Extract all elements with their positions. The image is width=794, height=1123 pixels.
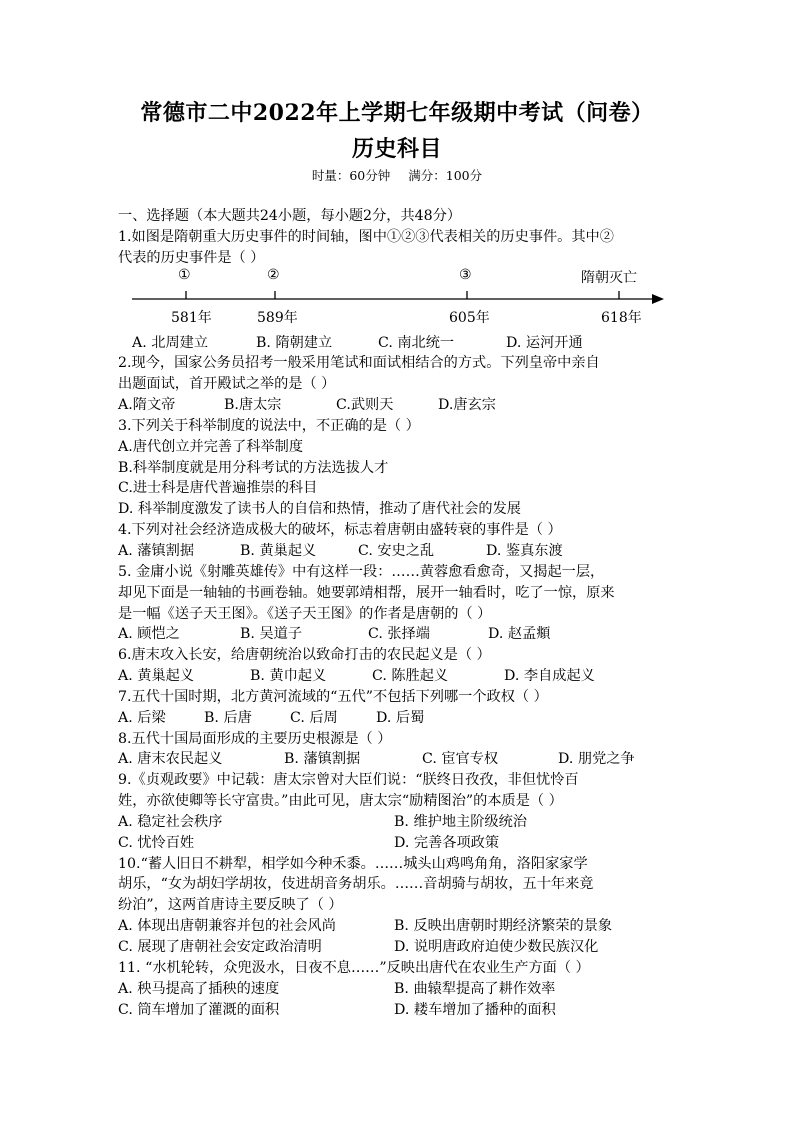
option-a[interactable]: A. 秧马提高了插秧的速度 bbox=[118, 980, 280, 997]
q11-stem: 11. “水机轮转，众兜汲水，日夜不息……”反映出唐代在农业生产方面（ ） bbox=[118, 959, 590, 976]
q1-stem-line: 代表的历史事件是（ ） bbox=[118, 249, 265, 266]
option-c[interactable]: C. 忧怜百姓 bbox=[118, 834, 195, 851]
option-d[interactable]: D. 说明唐政府迫使少数民族汉化 bbox=[394, 939, 599, 955]
option-a[interactable]: A.唐代创立并完善了科举制度 bbox=[118, 438, 304, 455]
option-b[interactable]: B. 维护地主阶级统治 bbox=[394, 813, 527, 830]
exam-meta bbox=[0, 166, 794, 184]
timeline-arrow-icon bbox=[652, 294, 664, 304]
q9-options bbox=[118, 812, 678, 854]
option-d[interactable]: D. 李自成起义 bbox=[504, 668, 595, 685]
timeline-marker-1: ① bbox=[178, 266, 191, 283]
time-limit: 时量：60分钟 bbox=[311, 168, 391, 183]
exam-subject: 历史科目 bbox=[351, 136, 442, 162]
timeline-year: 618年 bbox=[601, 309, 642, 326]
q7-options bbox=[118, 708, 678, 729]
option-a[interactable]: A. 后梁 bbox=[118, 709, 166, 726]
q4-stem: 4.下列对社会经济造成极大的破坏，标志着唐朝由盛转衰的事件是（ ） bbox=[118, 522, 562, 539]
section-heading: 一、选择题（本大题共24小题，每小题2分，共48分） bbox=[118, 208, 462, 224]
option-d[interactable]: D. 朋党之争 bbox=[558, 751, 635, 768]
option-d[interactable]: D. 赵孟頫 bbox=[488, 626, 551, 643]
option-c[interactable]: C. 宦官专权 bbox=[422, 751, 499, 768]
timeline-year: 605年 bbox=[449, 309, 490, 326]
option-a[interactable]: A. 黄巢起义 bbox=[118, 668, 195, 685]
option-b[interactable]: B. 反映出唐朝时期经济繁荣的景象 bbox=[394, 918, 613, 935]
option-c[interactable]: C.进士科是唐代普遍推崇的科目 bbox=[118, 480, 318, 497]
timeline-year: 581年 bbox=[171, 309, 212, 326]
option-d[interactable]: D. 耧车增加了播种的面积 bbox=[394, 1001, 556, 1018]
option-c[interactable]: C. 张择端 bbox=[368, 626, 430, 643]
full-score: 满分：100分 bbox=[408, 168, 483, 183]
option-d[interactable]: D. 运河开通 bbox=[506, 334, 583, 351]
option-a[interactable]: A. 体现出唐朝兼容并包的社会风尚 bbox=[118, 918, 336, 935]
option-d[interactable]: D. 后蜀 bbox=[376, 709, 425, 726]
timeline-marker-2: ② bbox=[267, 266, 280, 283]
option-c[interactable]: C. 展现了唐朝社会安定政治清明 bbox=[118, 939, 322, 955]
option-c[interactable]: C. 后周 bbox=[290, 709, 338, 726]
q1-stem-line: 1.如图是隋朝重大历史事件的时间轴，图中①②③代表相关的历史事件。其中② bbox=[118, 228, 614, 245]
question-list bbox=[118, 206, 678, 1020]
q10-stem-line: 纷泊”，这两首唐诗主要反映了（ ） bbox=[118, 897, 343, 914]
q6-options bbox=[118, 666, 678, 687]
option-c[interactable]: C. 安史之乱 bbox=[358, 542, 435, 559]
q5-stem-line: 却见下面是一轴轴的书画卷轴。她要郭靖相帮，展开一轴看时，吃了一惊，原来 bbox=[118, 584, 615, 601]
timeline-marker-3: ③ bbox=[459, 266, 472, 283]
q2-options bbox=[118, 395, 678, 416]
q10-stem-line: 胡乐，“女为胡妇学胡妆，伎进胡音务胡乐。……音胡骑与胡妆，五十年来竟 bbox=[118, 876, 594, 893]
option-a[interactable]: A. 顾恺之 bbox=[118, 626, 180, 643]
option-b[interactable]: B.科举制度就是用分科考试的方法选拔人才 bbox=[118, 459, 389, 476]
option-b[interactable]: B. 隋朝建立 bbox=[256, 334, 333, 351]
option-b[interactable]: B. 黄巾起义 bbox=[250, 668, 327, 685]
option-a[interactable]: A. 藩镇割据 bbox=[118, 542, 195, 559]
q5-options bbox=[118, 624, 678, 645]
option-d[interactable]: D. 鉴真东渡 bbox=[486, 542, 563, 559]
option-d[interactable]: D.唐玄宗 bbox=[438, 397, 496, 414]
option-a[interactable]: A. 稳定社会秩序 bbox=[118, 813, 223, 830]
option-a[interactable]: A. 北周建立 bbox=[132, 334, 209, 351]
option-c[interactable]: C. 陈胜起义 bbox=[372, 668, 449, 685]
option-d[interactable]: D. 科举制度激发了读书人的自信和热情，推动了唐代社会的发展 bbox=[118, 501, 521, 518]
option-b[interactable]: B. 曲辕犁提高了耕作效率 bbox=[394, 980, 556, 997]
q6-stem: 6.唐末攻入长安，给唐朝统治以致命打击的农民起义是（ ） bbox=[118, 647, 491, 664]
option-c[interactable]: C. 筒车增加了灌溉的面积 bbox=[118, 1001, 280, 1018]
q8-options bbox=[118, 749, 678, 770]
q2-stem-line: 2.现今，国家公务员招考一般采用笔试和面试相结合的方式。下列皇帝中亲自 bbox=[118, 355, 600, 372]
option-c[interactable]: C.武则天 bbox=[336, 397, 394, 414]
option-a[interactable]: A. 唐末农民起义 bbox=[118, 751, 223, 768]
option-b[interactable]: B.唐太宗 bbox=[224, 397, 282, 414]
option-b[interactable]: B. 吴道子 bbox=[240, 626, 303, 643]
q11-options bbox=[118, 979, 678, 1021]
exam-title: 常德市二中2022年上学期七年级期中考试（问卷） bbox=[140, 100, 654, 126]
q8-stem: 8.五代十国局面形成的主要历史根源是（ ） bbox=[118, 730, 392, 747]
timeline-marker-end: 隋朝灭亡 bbox=[581, 269, 637, 286]
q10-stem-line: 10.“蓄人旧日不耕犁，相学如今种禾黍。……城头山鸡鸣角角，洛阳家家学 bbox=[118, 855, 588, 872]
q9-stem-line: 9.《贞观政要》中记载：唐太宗曾对大臣们说：“朕终日孜孜，非但忧怜百 bbox=[118, 772, 579, 789]
option-b[interactable]: B. 后唐 bbox=[204, 709, 252, 726]
timeline-year: 589年 bbox=[257, 309, 298, 326]
q5-stem-line: 是一幅《送子天王图》。《送子天王图》的作者是唐朝的（ ） bbox=[118, 605, 492, 622]
option-d[interactable]: D. 完善各项政策 bbox=[394, 834, 500, 851]
q4-options bbox=[118, 541, 678, 562]
q1-timeline bbox=[118, 266, 678, 333]
q3-stem: 3.下列关于科举制度的说法中，不正确的是（ ） bbox=[118, 417, 420, 434]
option-b[interactable]: B. 黄巢起义 bbox=[240, 542, 317, 559]
option-a[interactable]: A.隋文帝 bbox=[118, 397, 176, 414]
q1-options bbox=[118, 333, 678, 354]
q7-stem: 7.五代十国时期，北方黄河流域的“五代”不包括下列哪一个政权（ ） bbox=[118, 688, 548, 705]
q5-stem-line: 5. 金庸小说《射雕英雄传》中有这样一段：……黄蓉愈看愈奇，又揭起一层， bbox=[118, 563, 605, 580]
q9-stem-line: 姓，亦欲使卿等长守富贵。”由此可见，唐太宗“励精图治”的本质是（ ） bbox=[118, 793, 563, 810]
q2-stem-line: 出题面试，首开殿试之举的是（ ） bbox=[118, 376, 336, 393]
option-c[interactable]: C. 南北统一 bbox=[378, 334, 455, 351]
q10-options bbox=[118, 916, 678, 958]
option-b[interactable]: B. 藩镇割据 bbox=[284, 751, 361, 768]
